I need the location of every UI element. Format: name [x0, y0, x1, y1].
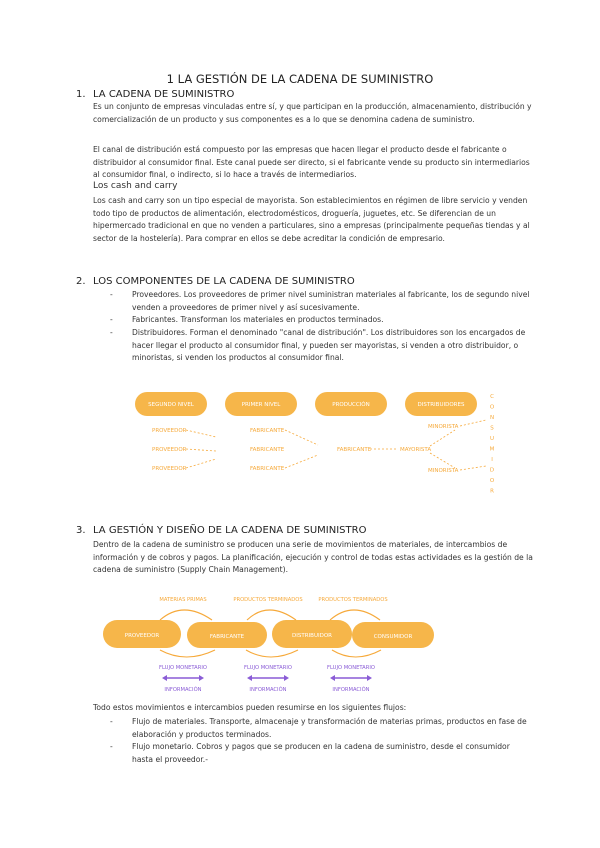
flow-label: FLUJO MONETARIO	[327, 665, 375, 671]
flow-label: FLUJO MONETARIO	[159, 665, 207, 671]
curved-arrow	[332, 650, 381, 657]
arrowhead	[367, 675, 372, 681]
flow-label: MATERIAS PRIMAS	[159, 597, 207, 603]
paragraph: Todo estos movimientos e intercambios pueden resumirse en los siguientes flujos:	[93, 703, 407, 712]
arrowhead	[199, 675, 204, 681]
node-label: FABRICANTE	[337, 447, 372, 453]
consumidor-letter: S	[490, 425, 494, 432]
list-item	[110, 716, 532, 741]
node-label: FABRICANTE	[250, 447, 285, 453]
page-title: 1 LA GESTIÓN DE LA CADENA DE SUMINISTRO	[166, 72, 434, 86]
blob-label: FABRICANTE	[209, 634, 245, 640]
flow-label: INFORMACIÓN	[249, 687, 287, 693]
curved-arrow	[246, 650, 298, 657]
paragraph: El canal de distribución está compuesto por las empresas que hacen llegar el producto desde el fabricante o distribuidor al consumidor final. Este canal puede ser directo, si el fabricante vende su producto sin intermediarios al consumidor final, o indirecto, si lo hace a través de intermediarios.	[93, 145, 530, 179]
list-item-text: Flujo monetario. Cobros y pagos que se producen en la cadena de suministro, desde el consumidor hasta el proveedor.-	[132, 742, 510, 764]
node-label: MINORISTA	[428, 468, 459, 474]
arrowhead	[162, 675, 167, 681]
section-heading-text: LA CADENA DE SUMINISTRO	[93, 89, 235, 100]
consumidor-letter: C	[490, 394, 494, 400]
consumidor-letter: O	[489, 404, 495, 411]
paragraph: Dentro de la cadena de suministro se producen una serie de movimientos de materiales, de intercambios de información y de cobros y pagos. La planificación, ejecución y control de todas estas actividades es la gestión de la cadena de suministro (Supply Chain Management).	[93, 540, 533, 574]
list-item-text: Fabricantes. Transforman los materiales en productos terminados.	[132, 315, 384, 324]
bullet: -	[110, 717, 113, 726]
node-label: FABRICANTE	[250, 466, 285, 472]
node-label: MINORISTA	[428, 424, 459, 430]
curved-arrow	[160, 610, 212, 620]
node-label: MAYORISTA	[400, 447, 432, 453]
consumidor-letter: N	[489, 415, 495, 421]
bullet: -	[110, 290, 113, 299]
curved-arrow	[330, 610, 380, 620]
blob-label: DISTRIBUIDOR	[292, 633, 332, 639]
section-heading-text: LA GESTIÓN Y DISEÑO DE LA CADENA DE SUMINISTRO	[93, 525, 367, 536]
arrowhead	[247, 675, 252, 681]
section-number: 1.	[76, 89, 86, 100]
bullet: -	[110, 742, 113, 751]
blob-label: CONSUMIDOR	[373, 634, 413, 640]
flow-label: INFORMACIÓN	[164, 687, 202, 693]
consumidor-letter: U	[489, 436, 495, 442]
list-item-text: Flujo de materiales. Transporte, almacenaje y transformación de materias primas, productos en fase de elaboración y productos terminados.	[132, 717, 527, 739]
paragraph: Los cash and carry son un tipo especial de mayorista. Son establecimientos en régimen de libre servicio y venden todo tipo de productos de alimentación, electrodomésticos, droguería, juguetes, etc. Se diferencian de un hipermercado tradicional en que no venden a particulares, sino a empresas (principalmente pequeñas tiendas y al sector de la hostelería). Para comprar en ellos se debe acreditar la condición de empresario.	[93, 196, 530, 243]
paragraph: Es un conjunto de empresas vinculadas entre sí, y que participan en la producción, almacenamiento, distribución y comercialización de un producto y sus componentes es a lo que se denomina cadena de suministro.	[93, 102, 532, 124]
node-label: PROVEEDOR	[152, 447, 187, 453]
list-item-text: Proveedores. Los proveedores de primer nivel suministran materiales al fabricante, los de segundo nivel venden a proveedores de primer nivel y así sucesivamente.	[132, 290, 530, 312]
section-number: 2.	[76, 276, 86, 287]
bullet: -	[110, 328, 113, 337]
consumidor-letter: I	[491, 457, 493, 463]
consumidor-letter: D	[489, 467, 495, 474]
section-number: 3.	[76, 525, 86, 536]
flow-label: PRODUCTOS TERMINADOS	[318, 597, 388, 603]
subheading: Los cash and carry	[93, 181, 178, 191]
node-label: PROVEEDOR	[152, 428, 187, 434]
flow-label: INFORMACIÓN	[332, 687, 370, 693]
blob-label: PROVEEDOR	[124, 633, 160, 639]
blob-label: PRIMER NIVEL	[241, 402, 281, 408]
curved-arrow	[160, 650, 215, 657]
blob-label: SEGUNDO NIVEL	[148, 402, 194, 408]
flow-label: FLUJO MONETARIO	[244, 665, 292, 671]
blob-label: DISTRIBUIDORES	[417, 402, 465, 408]
flow-label: PRODUCTOS TERMINADOS	[233, 597, 303, 603]
list-item-text: Distribuidores. Forman el denominado "canal de distribución". Los distribuidores son los encargados de hacer llegar el producto al consumidor final, y pueden ser mayoristas, si venden a otro distribuidor, o minoristas, si venden los productos al consumidor final.	[132, 328, 526, 362]
node-label: FABRICANTE	[250, 428, 285, 434]
arrowhead	[330, 675, 335, 681]
consumidor-letter: M	[489, 446, 495, 453]
curved-arrow	[247, 610, 296, 620]
section-heading-text: LOS COMPONENTES DE LA CADENA DE SUMINISTRO	[93, 276, 355, 287]
bullet: -	[110, 315, 113, 324]
consumidor-letter: O	[489, 478, 495, 484]
blob-label: PRODUCCIÓN	[332, 402, 370, 408]
node-label: PROVEEDOR	[152, 466, 187, 472]
consumidor-letter: R	[490, 488, 494, 495]
list-item	[110, 741, 532, 766]
arrowhead	[284, 675, 289, 681]
